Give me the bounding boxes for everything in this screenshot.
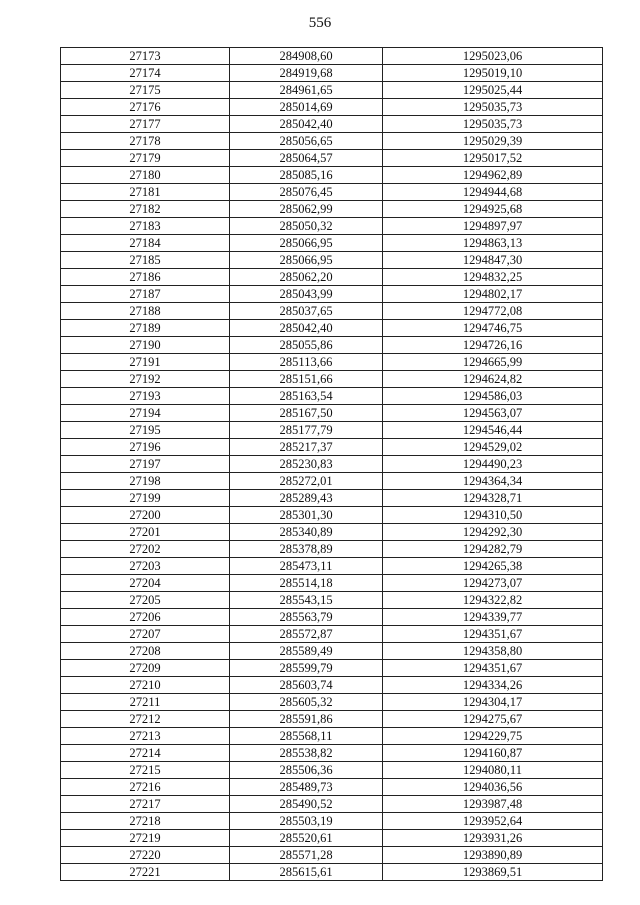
table-row <box>61 371 603 388</box>
x-coordinate-cell: 285113,66 <box>230 354 383 371</box>
table-row <box>61 320 603 337</box>
y-coordinate-cell: 1294304,17 <box>383 694 603 711</box>
x-coordinate-cell: 285043,99 <box>230 286 383 303</box>
table-row <box>61 235 603 252</box>
point-number-cell: 27202 <box>61 541 230 558</box>
y-coordinate-cell: 1294962,89 <box>383 167 603 184</box>
x-coordinate-cell: 285151,66 <box>230 371 383 388</box>
point-number-cell: 27213 <box>61 728 230 745</box>
point-number-cell: 27211 <box>61 694 230 711</box>
table-row <box>61 813 603 830</box>
table-row <box>61 626 603 643</box>
point-number-cell: 27206 <box>61 609 230 626</box>
table-row <box>61 269 603 286</box>
y-coordinate-cell: 1294328,71 <box>383 490 603 507</box>
table-row <box>61 694 603 711</box>
point-number-cell: 27216 <box>61 779 230 796</box>
x-coordinate-cell: 285076,45 <box>230 184 383 201</box>
table-row <box>61 762 603 779</box>
y-coordinate-cell: 1294897,97 <box>383 218 603 235</box>
table-row <box>61 388 603 405</box>
table-row <box>61 422 603 439</box>
y-coordinate-cell: 1294847,30 <box>383 252 603 269</box>
point-number-cell: 27183 <box>61 218 230 235</box>
y-coordinate-cell: 1294746,75 <box>383 320 603 337</box>
x-coordinate-cell: 285514,18 <box>230 575 383 592</box>
table-row <box>61 864 603 881</box>
y-coordinate-cell: 1294229,75 <box>383 728 603 745</box>
point-number-cell: 27195 <box>61 422 230 439</box>
point-number-cell: 27219 <box>61 830 230 847</box>
table-row <box>61 541 603 558</box>
y-coordinate-cell: 1294863,13 <box>383 235 603 252</box>
point-number-cell: 27180 <box>61 167 230 184</box>
x-coordinate-cell: 285572,87 <box>230 626 383 643</box>
table-row <box>61 218 603 235</box>
x-coordinate-cell: 285599,79 <box>230 660 383 677</box>
table-row <box>61 201 603 218</box>
point-number-cell: 27184 <box>61 235 230 252</box>
x-coordinate-cell: 284919,68 <box>230 65 383 82</box>
x-coordinate-cell: 285591,86 <box>230 711 383 728</box>
y-coordinate-cell: 1294772,08 <box>383 303 603 320</box>
x-coordinate-cell: 285042,40 <box>230 116 383 133</box>
point-number-cell: 27182 <box>61 201 230 218</box>
table-row <box>61 558 603 575</box>
y-coordinate-cell: 1294322,82 <box>383 592 603 609</box>
point-number-cell: 27212 <box>61 711 230 728</box>
x-coordinate-cell: 285506,36 <box>230 762 383 779</box>
x-coordinate-cell: 285571,28 <box>230 847 383 864</box>
table-row <box>61 48 603 65</box>
x-coordinate-cell: 285503,19 <box>230 813 383 830</box>
y-coordinate-cell: 1294282,79 <box>383 541 603 558</box>
table-row <box>61 575 603 592</box>
y-coordinate-cell: 1294546,44 <box>383 422 603 439</box>
x-coordinate-cell: 284908,60 <box>230 48 383 65</box>
point-number-cell: 27189 <box>61 320 230 337</box>
y-coordinate-cell: 1294339,77 <box>383 609 603 626</box>
table-row <box>61 830 603 847</box>
table-row <box>61 82 603 99</box>
x-coordinate-cell: 285050,32 <box>230 218 383 235</box>
x-coordinate-cell: 285217,37 <box>230 439 383 456</box>
table-row <box>61 65 603 82</box>
table-row <box>61 337 603 354</box>
x-coordinate-cell: 285064,57 <box>230 150 383 167</box>
point-number-cell: 27203 <box>61 558 230 575</box>
table-row <box>61 711 603 728</box>
x-coordinate-cell: 285272,01 <box>230 473 383 490</box>
y-coordinate-cell: 1294080,11 <box>383 762 603 779</box>
y-coordinate-cell: 1294334,26 <box>383 677 603 694</box>
x-coordinate-cell: 285289,43 <box>230 490 383 507</box>
x-coordinate-cell: 285603,74 <box>230 677 383 694</box>
point-number-cell: 27194 <box>61 405 230 422</box>
x-coordinate-cell: 285056,65 <box>230 133 383 150</box>
y-coordinate-cell: 1294265,38 <box>383 558 603 575</box>
table-row <box>61 779 603 796</box>
y-coordinate-cell: 1295019,10 <box>383 65 603 82</box>
y-coordinate-cell: 1294802,17 <box>383 286 603 303</box>
x-coordinate-cell: 285230,83 <box>230 456 383 473</box>
x-coordinate-cell: 285085,16 <box>230 167 383 184</box>
y-coordinate-cell: 1294036,56 <box>383 779 603 796</box>
y-coordinate-cell: 1295035,73 <box>383 99 603 116</box>
x-coordinate-cell: 285163,54 <box>230 388 383 405</box>
x-coordinate-cell: 285055,86 <box>230 337 383 354</box>
table-row <box>61 677 603 694</box>
point-number-cell: 27210 <box>61 677 230 694</box>
y-coordinate-cell: 1294273,07 <box>383 575 603 592</box>
x-coordinate-cell: 285062,99 <box>230 201 383 218</box>
table-row <box>61 524 603 541</box>
point-number-cell: 27191 <box>61 354 230 371</box>
point-number-cell: 27176 <box>61 99 230 116</box>
point-number-cell: 27201 <box>61 524 230 541</box>
point-number-cell: 27174 <box>61 65 230 82</box>
x-coordinate-cell: 285066,95 <box>230 235 383 252</box>
point-number-cell: 27181 <box>61 184 230 201</box>
table-row <box>61 728 603 745</box>
table-row <box>61 354 603 371</box>
x-coordinate-cell: 285301,30 <box>230 507 383 524</box>
point-number-cell: 27190 <box>61 337 230 354</box>
x-coordinate-cell: 285563,79 <box>230 609 383 626</box>
y-coordinate-cell: 1294925,68 <box>383 201 603 218</box>
y-coordinate-cell: 1294726,16 <box>383 337 603 354</box>
table-row <box>61 660 603 677</box>
point-number-cell: 27221 <box>61 864 230 881</box>
y-coordinate-cell: 1294529,02 <box>383 439 603 456</box>
point-number-cell: 27185 <box>61 252 230 269</box>
y-coordinate-cell: 1294364,34 <box>383 473 603 490</box>
point-number-cell: 27197 <box>61 456 230 473</box>
y-coordinate-cell: 1295017,52 <box>383 150 603 167</box>
table-row <box>61 796 603 813</box>
table-row <box>61 456 603 473</box>
y-coordinate-cell: 1294310,50 <box>383 507 603 524</box>
point-number-cell: 27188 <box>61 303 230 320</box>
y-coordinate-cell: 1294160,87 <box>383 745 603 762</box>
y-coordinate-cell: 1294275,67 <box>383 711 603 728</box>
point-number-cell: 27215 <box>61 762 230 779</box>
point-number-cell: 27193 <box>61 388 230 405</box>
x-coordinate-cell: 285543,15 <box>230 592 383 609</box>
table-row <box>61 473 603 490</box>
x-coordinate-cell: 285378,89 <box>230 541 383 558</box>
y-coordinate-cell: 1295023,06 <box>383 48 603 65</box>
y-coordinate-cell: 1294351,67 <box>383 660 603 677</box>
x-coordinate-cell: 285062,20 <box>230 269 383 286</box>
page-number: 556 <box>308 15 332 31</box>
point-number-cell: 27177 <box>61 116 230 133</box>
point-number-cell: 27178 <box>61 133 230 150</box>
point-number-cell: 27173 <box>61 48 230 65</box>
table-row <box>61 507 603 524</box>
coordinates-table <box>60 47 603 881</box>
table-row <box>61 184 603 201</box>
table-row <box>61 99 603 116</box>
x-coordinate-cell: 285473,11 <box>230 558 383 575</box>
table-row <box>61 592 603 609</box>
x-coordinate-cell: 284961,65 <box>230 82 383 99</box>
table-row <box>61 286 603 303</box>
table-row <box>61 167 603 184</box>
table-row <box>61 847 603 864</box>
y-coordinate-cell: 1294586,03 <box>383 388 603 405</box>
y-coordinate-cell: 1293890,89 <box>383 847 603 864</box>
x-coordinate-cell: 285066,95 <box>230 252 383 269</box>
point-number-cell: 27214 <box>61 745 230 762</box>
x-coordinate-cell: 285568,11 <box>230 728 383 745</box>
x-coordinate-cell: 285042,40 <box>230 320 383 337</box>
point-number-cell: 27220 <box>61 847 230 864</box>
table-row <box>61 405 603 422</box>
x-coordinate-cell: 285167,50 <box>230 405 383 422</box>
point-number-cell: 27207 <box>61 626 230 643</box>
y-coordinate-cell: 1293931,26 <box>383 830 603 847</box>
x-coordinate-cell: 285177,79 <box>230 422 383 439</box>
table-row <box>61 439 603 456</box>
x-coordinate-cell: 285615,61 <box>230 864 383 881</box>
point-number-cell: 27198 <box>61 473 230 490</box>
table-row <box>61 116 603 133</box>
table-row <box>61 303 603 320</box>
y-coordinate-cell: 1294351,67 <box>383 626 603 643</box>
x-coordinate-cell: 285520,61 <box>230 830 383 847</box>
point-number-cell: 27205 <box>61 592 230 609</box>
table-row <box>61 150 603 167</box>
x-coordinate-cell: 285037,65 <box>230 303 383 320</box>
y-coordinate-cell: 1294563,07 <box>383 405 603 422</box>
y-coordinate-cell: 1293952,64 <box>383 813 603 830</box>
table-row <box>61 745 603 762</box>
y-coordinate-cell: 1294832,25 <box>383 269 603 286</box>
point-number-cell: 27199 <box>61 490 230 507</box>
y-coordinate-cell: 1294944,68 <box>383 184 603 201</box>
point-number-cell: 27217 <box>61 796 230 813</box>
x-coordinate-cell: 285589,49 <box>230 643 383 660</box>
y-coordinate-cell: 1294358,80 <box>383 643 603 660</box>
y-coordinate-cell: 1293987,48 <box>383 796 603 813</box>
y-coordinate-cell: 1294665,99 <box>383 354 603 371</box>
point-number-cell: 27204 <box>61 575 230 592</box>
point-number-cell: 27200 <box>61 507 230 524</box>
point-number-cell: 27175 <box>61 82 230 99</box>
y-coordinate-cell: 1294292,30 <box>383 524 603 541</box>
y-coordinate-cell: 1293869,51 <box>383 864 603 881</box>
point-number-cell: 27196 <box>61 439 230 456</box>
y-coordinate-cell: 1295035,73 <box>383 116 603 133</box>
x-coordinate-cell: 285489,73 <box>230 779 383 796</box>
x-coordinate-cell: 285538,82 <box>230 745 383 762</box>
coordinates-table-body <box>61 48 603 881</box>
point-number-cell: 27192 <box>61 371 230 388</box>
table-row <box>61 643 603 660</box>
point-number-cell: 27218 <box>61 813 230 830</box>
y-coordinate-cell: 1294490,23 <box>383 456 603 473</box>
x-coordinate-cell: 285605,32 <box>230 694 383 711</box>
y-coordinate-cell: 1295029,39 <box>383 133 603 150</box>
table-row <box>61 609 603 626</box>
table-row <box>61 133 603 150</box>
table-row <box>61 252 603 269</box>
point-number-cell: 27179 <box>61 150 230 167</box>
x-coordinate-cell: 285340,89 <box>230 524 383 541</box>
x-coordinate-cell: 285490,52 <box>230 796 383 813</box>
point-number-cell: 27186 <box>61 269 230 286</box>
table-row <box>61 490 603 507</box>
point-number-cell: 27208 <box>61 643 230 660</box>
x-coordinate-cell: 285014,69 <box>230 99 383 116</box>
y-coordinate-cell: 1295025,44 <box>383 82 603 99</box>
point-number-cell: 27209 <box>61 660 230 677</box>
point-number-cell: 27187 <box>61 286 230 303</box>
y-coordinate-cell: 1294624,82 <box>383 371 603 388</box>
